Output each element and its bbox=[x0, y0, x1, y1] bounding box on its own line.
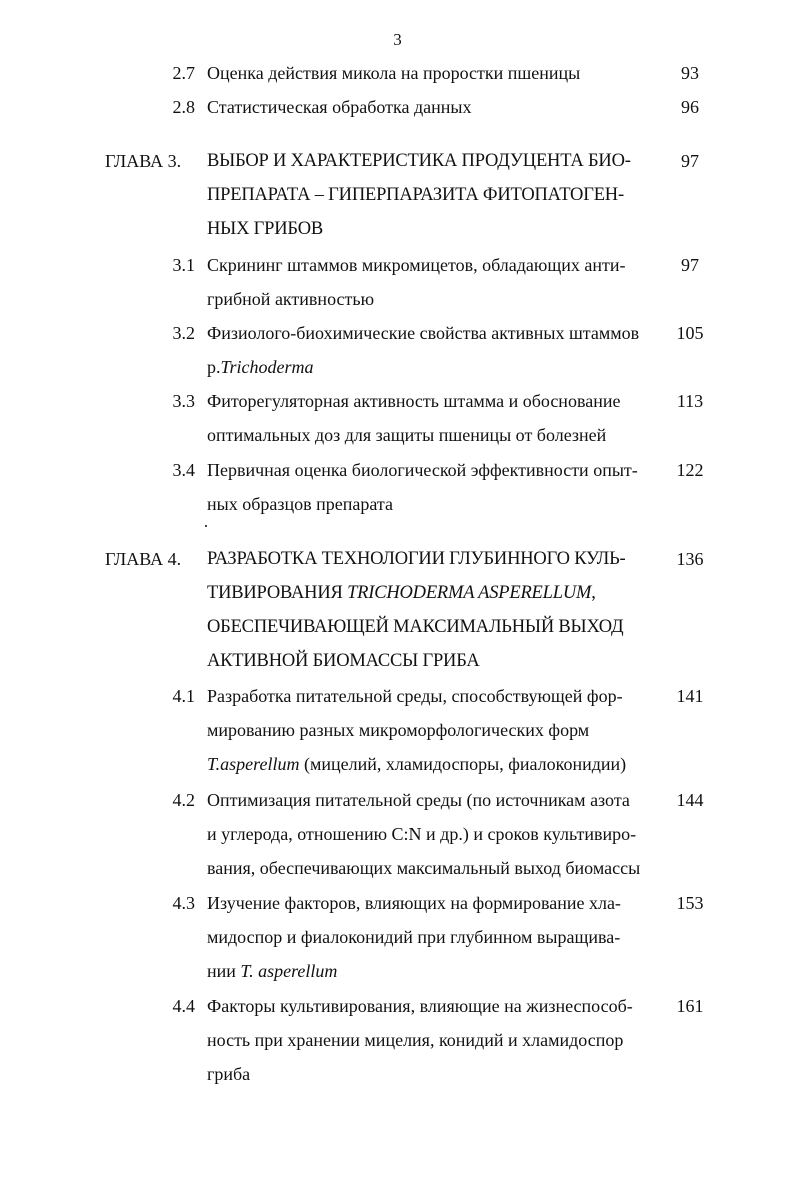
title-line: Скрининг штаммов микромицетов, обладающих анти- bbox=[207, 255, 626, 275]
title-line: РАЗРАБОТКА ТЕХНОЛОГИИ ГЛУБИННОГО КУЛЬ- bbox=[207, 549, 626, 569]
title-line: Разработка питательной среды, способствующей фор- bbox=[207, 686, 623, 706]
section-number: 4.2 bbox=[172, 790, 195, 810]
page-ref: 144 bbox=[676, 790, 704, 810]
title-line: грибной активностью bbox=[207, 289, 375, 309]
page-ref: 122 bbox=[676, 460, 704, 480]
section-number: 3.4 bbox=[172, 460, 195, 480]
section-number: 4.4 bbox=[172, 996, 195, 1016]
title-line: НЫХ ГРИБОВ bbox=[207, 219, 324, 239]
section-title bbox=[207, 989, 662, 1091]
title-line: Статистическая обработка данных bbox=[207, 97, 472, 117]
page-ref: 136 bbox=[676, 549, 704, 569]
page-ref: 141 bbox=[676, 686, 704, 706]
page-ref: 153 bbox=[676, 893, 704, 913]
title-line: гриба bbox=[207, 1064, 251, 1084]
section-title bbox=[207, 679, 662, 781]
title-line: АКТИВНОЙ БИОМАССЫ ГРИБА bbox=[207, 651, 480, 671]
title-line: ТИВИРОВАНИЯ TRICHODERMA ASPERELLUM, bbox=[207, 583, 596, 603]
section-title bbox=[207, 453, 662, 521]
title-line: Фиторегуляторная активность штамма и обоснование bbox=[207, 391, 621, 411]
page-ref: 161 bbox=[676, 996, 704, 1016]
title-line: Физиолого-биохимические свойства активных штаммов bbox=[207, 323, 640, 343]
title-line: ность при хранении мицелия, конидий и хламидоспор bbox=[207, 1030, 624, 1050]
page-ref: 96 bbox=[681, 97, 699, 117]
chapter-label: ГЛАВА 3. bbox=[105, 151, 182, 171]
title-line: ОБЕСПЕЧИВАЮЩЕЙ МАКСИМАЛЬНЫЙ ВЫХОД bbox=[207, 617, 624, 637]
title-line: мированию разных микроморфологических форм bbox=[207, 720, 590, 740]
section-title bbox=[207, 316, 662, 384]
section-title bbox=[207, 384, 662, 452]
chapter-title bbox=[207, 144, 662, 246]
section-number: 4.1 bbox=[172, 686, 195, 706]
stray-dot bbox=[205, 525, 207, 527]
chapter-label: ГЛАВА 4. bbox=[105, 549, 182, 569]
title-line: ВЫБОР И ХАРАКТЕРИСТИКА ПРОДУЦЕНТА БИО- bbox=[207, 151, 631, 171]
title-line: Оценка действия микола на проростки пшеницы bbox=[207, 63, 581, 83]
page-number: 3 bbox=[393, 30, 402, 49]
page-ref: 97 bbox=[681, 255, 699, 275]
title-line: Первичная оценка биологической эффективности опыт- bbox=[207, 460, 638, 480]
page-ref: 113 bbox=[676, 391, 704, 411]
section-number: 2.8 bbox=[172, 97, 195, 117]
section-title bbox=[207, 783, 662, 885]
title-line: мидоспор и фиалоконидий при глубинном выращива- bbox=[207, 927, 621, 947]
section-number: 3.1 bbox=[172, 255, 195, 275]
title-line: Факторы культивирования, влияющие на жизнеспособ- bbox=[207, 996, 633, 1016]
title-line: оптимальных доз для защиты пшеницы от болезней bbox=[207, 425, 607, 445]
title-line: Оптимизация питательной среды (по источникам азота bbox=[207, 790, 630, 810]
section-number: 3.2 bbox=[172, 323, 195, 343]
section-title bbox=[207, 886, 662, 988]
page-ref: 105 bbox=[676, 323, 704, 343]
title-line: вания, обеспечивающих максимальный выход биомассы bbox=[207, 858, 641, 878]
section-number: 2.7 bbox=[172, 63, 195, 83]
title-line: нии T. asperellum bbox=[207, 961, 338, 981]
page-ref: 97 bbox=[681, 151, 699, 171]
title-line: ных образцов препарата bbox=[207, 494, 393, 514]
section-title bbox=[207, 248, 662, 316]
section-title bbox=[207, 56, 662, 90]
title-line: Изучение факторов, влияющих на формирование хла- bbox=[207, 893, 621, 913]
section-title bbox=[207, 90, 662, 124]
title-line bbox=[207, 350, 662, 384]
section-number: 4.3 bbox=[172, 893, 195, 913]
page-ref: 93 bbox=[681, 63, 699, 83]
section-number: 3.3 bbox=[172, 391, 195, 411]
genus-name: р.Trichoderma bbox=[207, 357, 314, 377]
title-line: T.asperellum (мицелий, хламидоспоры, фиалоконидии) bbox=[207, 754, 627, 774]
title-line: и углерода, отношению C:N и др.) и сроков культивиро- bbox=[207, 824, 637, 844]
chapter-title bbox=[207, 542, 662, 678]
title-line: ПРЕПАРАТА – ГИПЕРПАРАЗИТА ФИТОПАТОГЕН- bbox=[207, 185, 624, 205]
